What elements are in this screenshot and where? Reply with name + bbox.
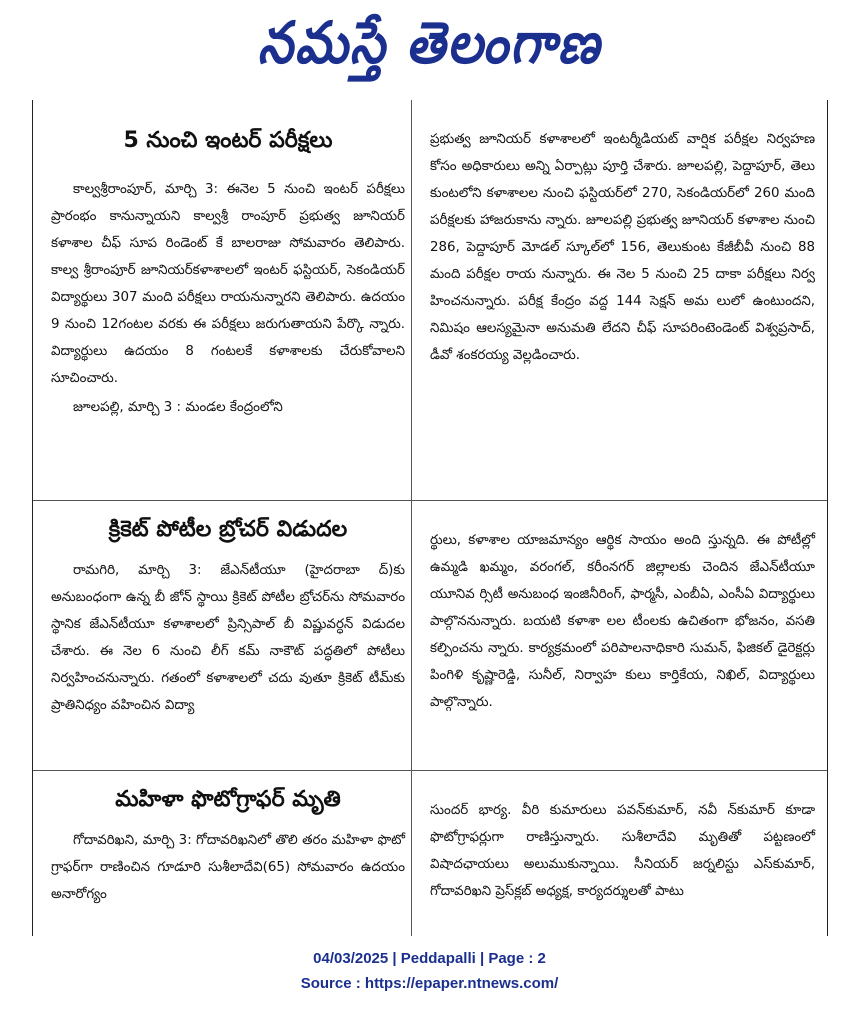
edition-info: 04/03/2025 | Peddapalli | Page : 2 — [313, 950, 546, 967]
article-paragraph: జూలపల్లి, మార్చి 3 : మండల కేంద్రంలోని — [73, 400, 283, 415]
article-paragraph: రామగిరి, మార్చి 3: జేఎన్‌టీయూ (హైదరాబా ద్)కు అనుబంధంగా ఉన్న బీ జోన్ స్థాయి క్రికెట్ పోటీల బ్రోచర్‌ను సోమవారం స్థానిక జేఎన్‌టీయూ కళాశాలలో ప్రిన్సిపాల్ బీ విష్ణువర్ధన్ విడుదల చేశారు. ఈ నెల 6 నుంచి లీగ్ కమ్ నాకౌట్ పద్ధతిలో పోటీలు నిర్వహించనున్నారు. గతంలో కళాశాలలో చదు వుతూ క్రికెట్ టీమ్‌కు ప్రాతినిధ్యం వహించిన విద్యా — [51, 563, 405, 713]
article-paragraph: ర్థులు, కళాశాల యాజమాన్యం ఆర్థిక సాయం అంది స్తున్నది. ఈ పోటీల్లో ఉమ్మడి ఖమ్మం, వరంగల్, కరీంనగర్ జిల్లాలకు చెందిన జేఎన్‌టీయూ యూనివ ర్సిటీ అనుబంధ ఇంజినీరింగ్, ఫార్మసీ, ఎంబీఏ, ఎంసీఏ విద్యార్థులు పాల్గొననున్నారు. బయటి కళాశా లల టీంలకు ఉచితంగా భోజనం, వసతి కల్పించను న్నారు. కార్యక్రమంలో పరిపాలనాధికారి సుమన్, ఫిజికల్ డైరెక్టర్లు పింగిళి కృష్ణారెడ్డి, సునీల్, నిర్వాహ కులు కార్తికేయ, నిఖిల్, విద్యార్థులు పాల్గొన్నారు. — [430, 533, 815, 710]
article-left-column — [33, 771, 411, 936]
source-link[interactable]: Source : https://epaper.ntnews.com/ — [300, 975, 559, 992]
article-left-column — [33, 100, 411, 500]
newspaper-logo: నమస్తే తెలంగాణ — [257, 9, 602, 76]
article-cricket-brochure — [33, 500, 828, 770]
article-paragraph: ప్రభుత్వ జూనియర్ కళాశాలలో ఇంటర్మీడియట్ వార్షిక పరీక్షల నిర్వహణ కోసం అధికారులు అన్ని ఏర్పాట్లు పూర్తి చేశారు. జూలపల్లి, పెద్దాపూర్, తెలు కుంటలోని కళాశాలల నుంచి ఫస్టియర్‌లో 270, సెకండియర్‌లో 260 మంది పరీక్షలకు హాజరుకాను న్నారు. జూలపల్లి ప్రభుత్వ జూనియర్ కళాశాల నుంచి 286, పెద్దాపూర్ మోడల్ స్కూల్‌లో 156, తెలుకుంట కేజీబీవీ నుంచి 88 మంది పరీక్షల రాయ నున్నారు. ఈ నెల 5 నుంచి 25 దాకా పరీక్షలు నిర్వ హించనున్నారు. పరీక్ష కేంద్రం వద్ద 144 సెక్షన్ అమ లులో ఉంటుందని, నిమిషం ఆలస్యమైనా అనుమతి లేదని చీఫ్ సూపరింటెండెంట్ విశ్వప్రసాద్, డీవో శంకరయ్య వెల్లడించారు. — [430, 132, 815, 363]
article-headline: మహిళా ఫొటోగ్రాఫర్ మృతి — [115, 787, 341, 812]
article-left-column — [33, 501, 411, 770]
page-footer — [0, 946, 859, 996]
article-headline: 5 నుంచి ఇంటర్ పరీక్షలు — [123, 128, 333, 153]
article-paragraph: కాల్వశ్రీరాంపూర్, మార్చి 3: ఈనెల 5 నుంచి ఇంటర్ పరీక్షలు ప్రారంభం కానున్నాయని కాల్వశ్రీ రాంపూర్ ప్రభుత్వ జూనియర్ కళాశాల చీఫ్ సూప రిండెంట్ కే బాలరాజు సోమవారం తెలిపారు. కాల్వ శ్రీరాంపూర్ జూనియర్‌కళాశాలలో ఇంటర్ ఫస్టియర్, సెకండియర్ విద్యార్థులు 307 మంది పరీక్షలు రాయనున్నారని తెలిపారు. ఉదయం 9 నుంచి 12గంటల వరకు ఈ పరీక్షలు జరుగుతాయని పేర్కొ న్నారు. విద్యార్థులు ఉదయం 8 గంటలకే కళాశాలకు చేరుకోవాలని సూచించారు. — [51, 182, 405, 386]
article-paragraph: సుందర్ భార్య. వీరి కుమారులు పవన్‌కుమార్, నవీ న్‌కుమార్ కూడా ఫొటోగ్రాఫర్లుగా రాణిస్తున్నారు. సుశీలాదేవి మృతితో పట్టణంలో విషాదఛాయలు అలుముకున్నాయి. సీనియర్ జర్నలిస్టు ఎస్‌కుమార్, గోదావరిఖని ప్రెస్‌క్లబ్ అధ్యక్ష, కార్యదర్శులతో పాటు — [430, 803, 815, 899]
newspaper-clippings — [32, 100, 828, 936]
article-inter-exams — [33, 100, 828, 500]
article-right-column — [411, 100, 828, 500]
article-right-column — [411, 771, 828, 936]
article-paragraph: గోదావరిఖని, మార్చి 3: గోదావరిఖనిలో తొలి తరం మహిళా ఫొటో గ్రాఫర్‌గా రాణించిన గూడూరి సుశీలాదేవి(65) సోమవారం ఉదయం అనారోగ్యం — [51, 833, 405, 902]
article-photographer-death — [33, 770, 828, 936]
article-right-column — [411, 501, 828, 770]
masthead — [0, 0, 859, 100]
article-headline: క్రికెట్ పోటీల బ్రోచర్ విడుదల — [108, 517, 348, 542]
